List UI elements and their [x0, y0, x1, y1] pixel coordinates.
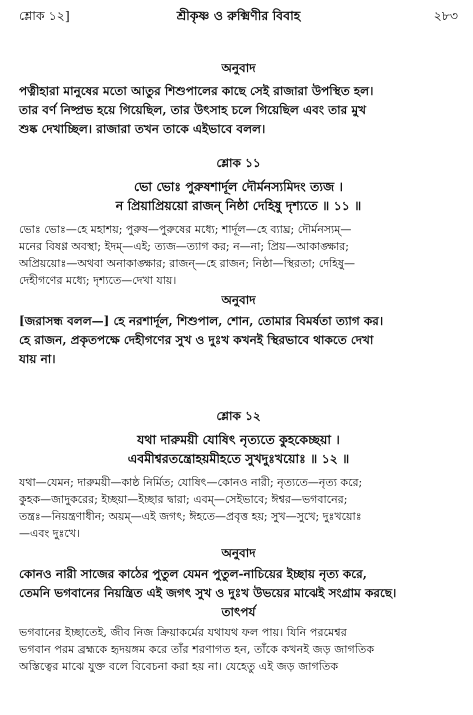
text-line: তার বর্ণ নিষ্প্রভ হয়ে গিয়েছিল, তার উৎসাহ চলে গিয়েছিল এবং তার মুখ: [19, 103, 366, 117]
header-page-number: ২৮৩: [433, 8, 458, 23]
text-line: শুষ্ক দেখাচ্ছিল। রাজারা তখন তাকে এইভাবে বলল।: [19, 122, 266, 136]
synonym-line: অপ্রিয়য়োঃ—অথবা অনাকাঙ্ক্ষার; রাজন্—হে রাজন; নিষ্ঠা—স্থিরতা; দেহিষু—: [19, 257, 355, 270]
synonym-line: যথা—যেমন; দারুময়ী—কাষ্ঠ নির্মিত; যোষিৎ—কোনও নারী; নৃত্যতে—নৃত্য করে;: [19, 476, 363, 489]
verse-line: ভো ভোঃ পুরুষশার্দূল দৌর্মনস্যমিদং ত্যজ ।: [134, 179, 343, 194]
purport-heading: তাৎপর্য: [221, 605, 256, 619]
header-verse-ref: শ্লোক ১২]: [19, 8, 70, 23]
text-line: যায় না।: [19, 352, 56, 366]
verse-line: এবমীশ্বরতন্ত্রোহয়মীহতে সুখদুঃখয়োঃ ॥ ১২ ॥: [127, 451, 350, 466]
running-header: [19, 8, 458, 26]
translation-text: [19, 312, 458, 369]
verse-heading: শ্লোক ১১: [216, 156, 261, 170]
purport-text: [19, 624, 458, 675]
text-line: হে রাজন, প্রকৃতপক্ষে দেহীগণের সুখ ও দুঃখ কখনই স্থিরভাবে থাকতে দেখা: [19, 333, 374, 347]
text-line: তেমনি ভগবানের নিয়ন্ত্রিত এই জগৎ সুখ ও দুঃখ উভয়ের মাঝেই সংগ্রাম করছে।: [19, 586, 397, 600]
translation-heading: অনুবাদ: [221, 293, 256, 307]
translation-heading: অনুবাদ: [221, 546, 256, 560]
verse-line: ন প্রিয়াপ্রিয়য়ো রাজন্ নিষ্ঠা দেহিষু দৃশ্যতে ॥ ১১ ॥: [115, 198, 362, 213]
synonyms: [19, 221, 458, 289]
verse-text: [19, 430, 458, 468]
purport-line: অস্তিত্বের মাঝে যুক্ত বলে বিবেচনা করা হয় না। যেহেতু এই জড় জাগতিক: [19, 660, 339, 673]
purport-line: ভগবান পরম ব্রহ্মকে হৃদয়ঙ্গম করে তাঁর শরণাগত হন, তাঁকে কখনই জড় জাগতিক: [19, 643, 375, 656]
text-line: [জরাসন্ধ বলল—] হে নরশার্দূল, শিশুপাল, শোন, তোমার বিমর্ষতা ত্যাগ কর।: [19, 314, 384, 328]
verse-12-block: [19, 408, 458, 675]
purport-line: ভগবানের ইচ্ছাতেই, জীব নিজ ক্রিয়াকর্মের যথাযথ ফল পায়। যিনি পরমেশ্বর: [19, 626, 347, 639]
synonym-line: কুহক—জাদুকরের; ইচ্ছয়া—ইচ্ছার দ্বারা; এবম্—সেইভাবে; ঈশ্বর—ভগবানের;: [19, 493, 348, 506]
text-line: পত্নীহারা মানুষের মতো আতুর শিশুপালের কাছে সেই রাজারা উপস্থিত হল।: [19, 84, 374, 98]
text-line: কোনও নারী সাজের কাঠের পুতুল যেমন পুতুল-নাচিয়ের ইচ্ছায় নৃত্য করে,: [19, 567, 367, 581]
synonyms: [19, 474, 458, 542]
translation-heading: অনুবাদ: [221, 61, 256, 75]
verse-heading: শ্লোক ১২: [216, 409, 261, 423]
synonym-line: মনের বিষণ্ণ অবস্থা; ইদম্—এই; ত্যজ—ত্যাগ কর; ন—না; প্রিয়—আকাঙ্ক্ষার;: [19, 240, 350, 253]
translation-text: [19, 565, 458, 603]
synonym-line: —এবং দুঃখে।: [19, 527, 80, 540]
translation-text: [19, 82, 458, 139]
synonym-line: ভোঃ ভোঃ—হে মহাশয়; পুরুষ—পুরুষের মধ্যে; শার্দূল—হে ব্যাঘ্র; দৌর্মনস্যম্—: [19, 223, 352, 236]
translation-section-1: [19, 60, 458, 139]
verse-line: যথা দারুময়ী যোষিৎ নৃত্যতে কুহকেচ্ছয়া ।: [137, 432, 340, 447]
verse-text: [19, 177, 458, 215]
header-chapter-title: শ্রীকৃষ্ণ ও রুক্মিণীর বিবাহ: [176, 8, 301, 23]
synonym-line: দেহীগণের মধ্যে; দৃশ্যতে—দেখা যায়।: [19, 274, 177, 287]
synonym-line: তন্ত্রঃ—নিয়ন্ত্রণাধীন; অয়ম্—এই জগৎ; ঈহতে—প্রবৃত্ত হয়; সুখ—সুখে; দুঃখয়োঃ: [19, 510, 362, 523]
verse-11-block: [19, 155, 458, 369]
